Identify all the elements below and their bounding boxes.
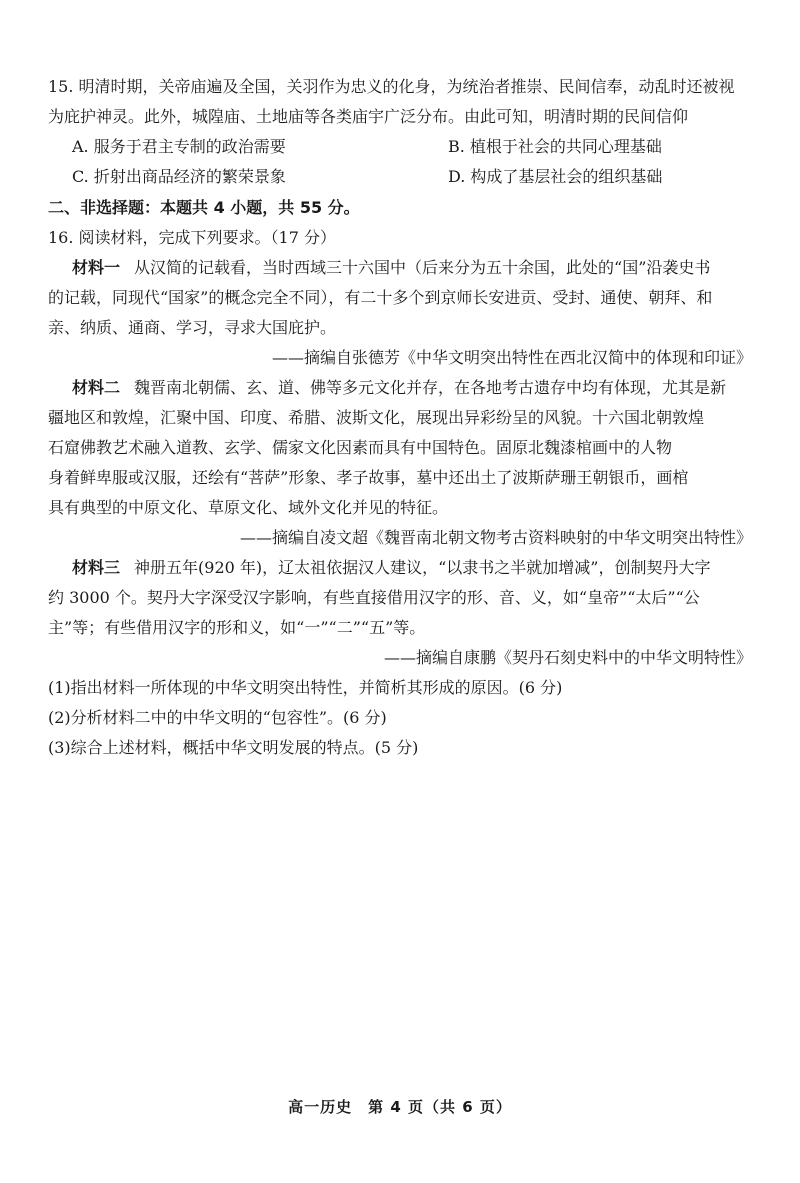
material-2-line-5: 具有典型的中原文化、草原文化、域外文化并见的特征。 [48, 498, 449, 517]
q15-option-a: A. 服务于君主专制的政治需要 [72, 137, 286, 156]
material-2-line-1 [72, 373, 752, 403]
q15-option-b: B. 植根于社会的共同心理基础 [448, 137, 662, 156]
q15-option-c: C. 折射出商品经济的繁荣景象 [72, 167, 286, 186]
material-2-line-4: 身着鲜卑服或汉服，还绘有“菩萨”形象、孝子故事，墓中还出土了波斯萨珊王朝银币，画棺 [48, 468, 689, 487]
material-1-source: ——摘编自张德芳《中华文明突出特性在西北汉简中的体现和印证》 [271, 348, 752, 367]
material-1-line-1 [72, 253, 752, 283]
material-2-line-3: 石窟佛教艺术融入道教、玄学、儒家文化因素而具有中国特色。固原北魏漆棺画中的人物 [48, 438, 673, 457]
material-3-line-2: 约 3000 个。契丹大字深受汉字影响，有些直接借用汉字的形、音、义，如“皇帝”“太后”“公 [48, 588, 700, 607]
page-footer: 高一历史 第 4 页（共 6 页） [288, 1098, 512, 1116]
material-3-label: 材料三 [72, 558, 121, 577]
q16-subquestion-2: (2)分析材料二中的中华文明的“包容性”。(6 分) [48, 708, 387, 727]
q15-option-d: D. 构成了基层社会的组织基础 [448, 167, 663, 186]
material-1-label: 材料一 [72, 258, 121, 277]
material-2-line-2: 疆地区和敦煌，汇聚中国、印度、希腊、波斯文化，展现出异彩纷呈的风貌。十六国北朝敦煌 [48, 408, 705, 427]
material-2-text-1: 魏晋南北朝儒、玄、道、佛等多元文化并存，在各地考古遗存中均有体现，尤其是新 [134, 378, 727, 397]
q15-stem-line-2: 为庇护神灵。此外，城隍庙、土地庙等各类庙宇广泛分布。由此可知，明清时期的民间信仰 [48, 107, 689, 126]
q16-intro: 16. 阅读材料，完成下列要求。（17 分） [48, 228, 336, 247]
q16-subquestion-1: (1)指出材料一所体现的中华文明突出特性，并简析其形成的原因。(6 分) [48, 678, 563, 697]
q15-stem-line-1: 15. 明清时期，关帝庙遍及全国，关羽作为忠义的化身，为统治者推崇、民间信奉，动乱时还被视 [48, 77, 735, 96]
material-3-line-3: 主”等；有些借用汉字的形和义，如“一”“二”“五”等。 [48, 618, 426, 637]
material-1-text-1: 从汉简的记载看，当时西域三十六国中（后来分为五十余国，此处的“国”沿袭史书 [134, 258, 711, 277]
section-heading: 二、非选择题：本题共 4 小题，共 55 分。 [48, 198, 360, 217]
material-1-line-3: 亲、纳质、通商、学习，寻求大国庇护。 [48, 318, 337, 337]
material-3-source: ——摘编自康鹏《契丹石刻史料中的中华文明特性》 [383, 648, 752, 667]
q16-subquestion-3: (3)综合上述材料，概括中华文明发展的特点。(5 分) [48, 738, 419, 757]
material-1-line-2: 的记载，同现代“国家”的概念完全不同），有二十多个到京师长安进贡、受封、通使、朝拜、和 [48, 288, 713, 307]
material-2-label: 材料二 [72, 378, 121, 397]
material-3-text-1: 神册五年(920 年)，辽太祖依据汉人建议，“以隶书之半就加增减”，创制契丹大字 [134, 558, 711, 577]
material-2-source: ——摘编自凌文超《魏晋南北朝文物考古资料映射的中华文明突出特性》 [239, 528, 752, 547]
material-3-line-1 [72, 553, 752, 583]
